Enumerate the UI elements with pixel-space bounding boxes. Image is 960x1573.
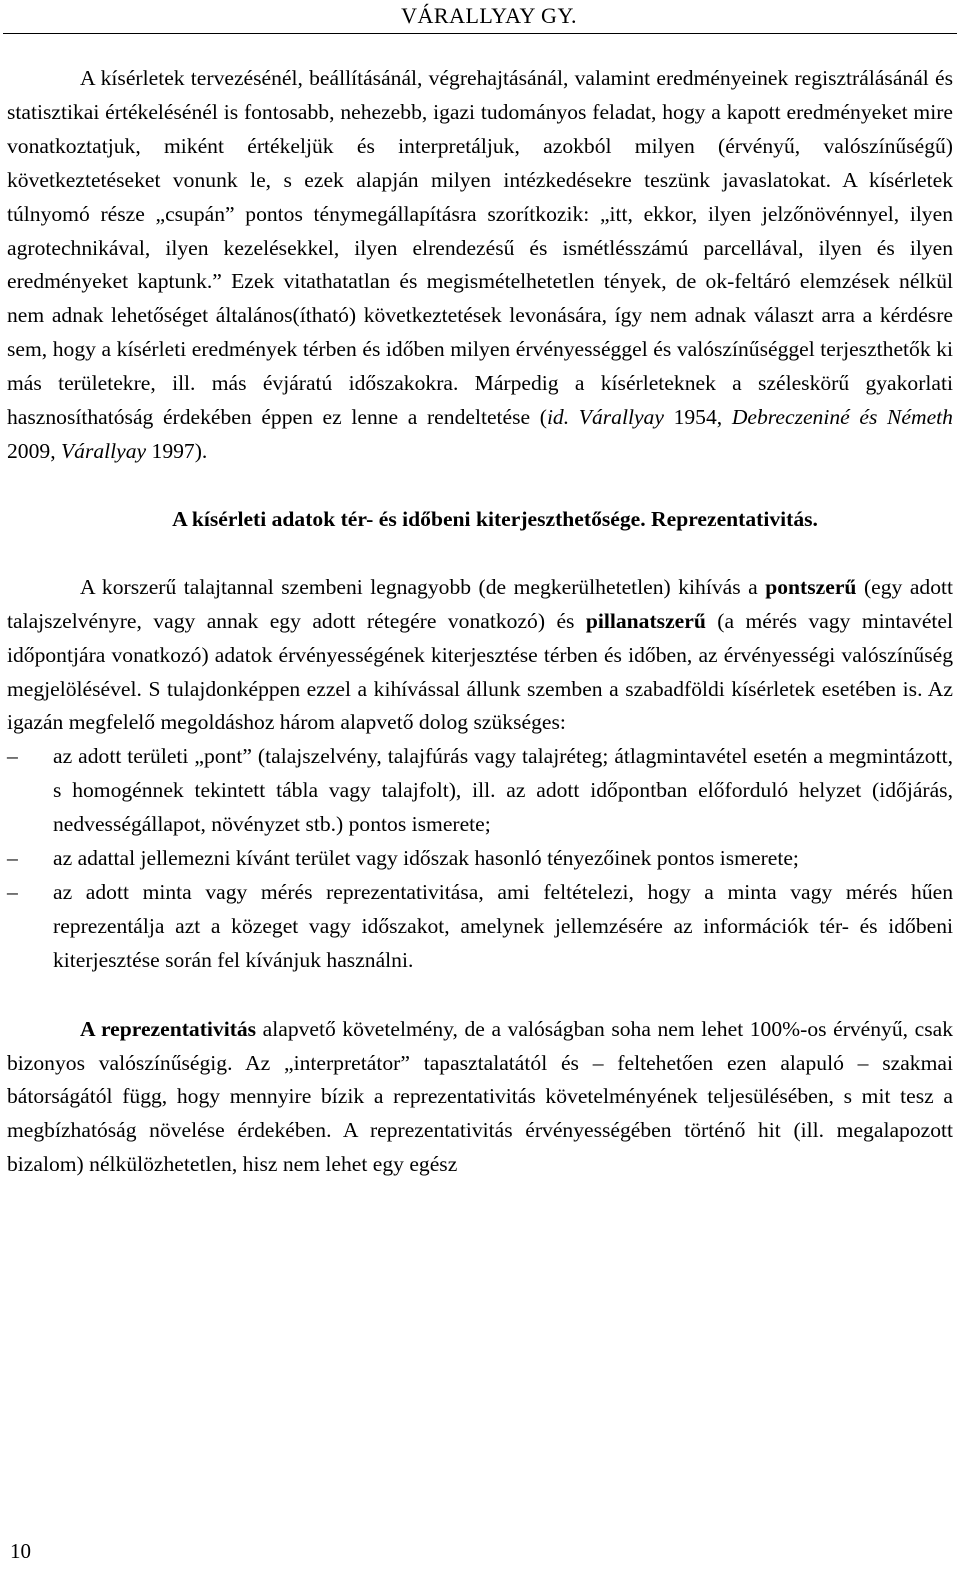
term-pontszeru: pontszerű — [765, 574, 857, 599]
page-number: 10 — [10, 1539, 31, 1563]
requirements-list — [7, 740, 953, 977]
citation-3-year: 1997). — [146, 438, 208, 463]
body-text — [7, 62, 953, 1182]
paragraph-representativity-text: alapvető követelmény, de a valóságban soha nem lehet 100%-os érvényű, csak bizonyos valószínűségig. Az „interpretátor” tapasztalatától és – feltehetően ezen alapuló – szakmai bátorságától függ, hogy mennyire bízik a reprezentativitás követelményének teljesülésében, s mit tesz a megbízhatóság növelése érdekében. A reprezentativitás érvényességében történő hit (ill. megalapozott bizalom) nélkülözhetetlen, hisz nem lehet egy egész — [7, 1016, 953, 1177]
header-rule — [3, 33, 957, 34]
list-item-text: az adott területi „pont” (talajszelvény, talajfúrás vagy talajréteg; átlagmintavétel esetén a megmintázott, s homogénnek tekintett tábla vagy talajfolt), ill. az adott időpontban előforduló helyzet (időjárás, nedvességállapot, növényzet stb.) pontos ismerete; — [53, 744, 953, 837]
dash-bullet: – — [7, 744, 18, 769]
list-item-text: az adattal jellemezni kívánt terület vagy időszak hasonló tényezőinek pontos ismerete; — [53, 846, 799, 871]
citation-1-year: 1954, — [663, 405, 732, 430]
citation-2: Debreczeniné és Németh — [731, 405, 953, 430]
paragraph-intro-text: A kísérletek tervezésénél, beállításánál, végrehajtásánál, valamint eredményeinek regisztrálásánál és statisztikai értékelésénél is fontosabb, nehezebb, igazi tudományos feladat, hogy a kapott eredményeket mire vonatkoztatjuk, miként értékeljük és interpretáljuk, azokból milyen (érvényű, valószínűségű) következtetéseket vonunk le, s ezek alapján milyen intézkedésekre teszünk javaslatokat. A kísérletek túlnyomó része „csupán” pontos ténymegállapításra szorítkozik: „itt, ekkor, ilyen jelzőnövénnyel, ilyen agrotechnikával, ilyen kezelésekkel, ilyen elrendezésű és ismétlésszámú parcellával, ilyen és ilyen eredményeket kaptunk.” Ezek vitathatatlan és megismételhetetlen tények, de ok-feltáró elemzések nélkül nem adnak lehetőséget általános(ítható) következtetések levonására, így nem adnak választ arra a kérdésre sem, hogy a kísérleti eredmények térben és időben milyen érvényességgel és valószínűséggel terjeszthetők ki más területekre, ill. más évjáratú időszakokra. Márpedig a kísérleteknek a széleskörű gyakorlati hasznosíthatóság érdekében éppen ez lenne a rendeltetése ( — [7, 66, 953, 430]
term-pillanatszeru: pillanatszerű — [585, 608, 706, 633]
paragraph-challenge — [7, 571, 953, 741]
list-item — [7, 876, 953, 978]
dash-bullet: – — [7, 846, 18, 871]
paragraph-representativity — [7, 1013, 953, 1183]
paragraph-intro — [7, 62, 953, 469]
list-item — [7, 740, 953, 842]
list-item-text: az adott minta vagy mérés reprezentativitása, ami feltételezi, hogy a minta vagy mérés hűen reprezentálja azt a közeget vagy időszakot, amelynek jellemzésére az információk tér- és időbeni kiterjesztése során fel kívánjuk használni. — [53, 879, 953, 972]
paragraph-challenge-text-3: (a mérés vagy mintavétel időpontjára vonatkozó) adatok érvényességének kiterjesztése térben és időben, az érvényességi valószínűség megjelölésével. S tulajdonképpen ezzel a kihívással állunk szemben a szabadföldi kísérletek esetében is. Az igazán megfelelő megoldáshoz három alapvető dolog szükséges: — [7, 608, 953, 735]
citation-2-year: 2009, — [7, 438, 61, 463]
paragraph-challenge-text-2: (egy adott talajszelvényre, vagy annak egy adott rétegére vonatkozó) és — [7, 574, 954, 633]
term-reprezentativitas: A reprezentativitás — [80, 1016, 257, 1041]
paragraph-challenge-text-1: A korszerű talajtannal szembeni legnagyobb (de megkerülhetetlen) kihívás a — [80, 574, 766, 599]
running-head: VÁRALLYAY GY. — [401, 3, 577, 28]
citation-3: Várallyay — [60, 438, 147, 463]
citation-1: id. Várallyay — [546, 405, 664, 430]
list-item — [7, 842, 953, 876]
dash-bullet: – — [7, 879, 18, 904]
section-heading: A kísérleti adatok tér- és időbeni kiterjeszthetősége. Reprezentativitás. — [172, 506, 818, 531]
